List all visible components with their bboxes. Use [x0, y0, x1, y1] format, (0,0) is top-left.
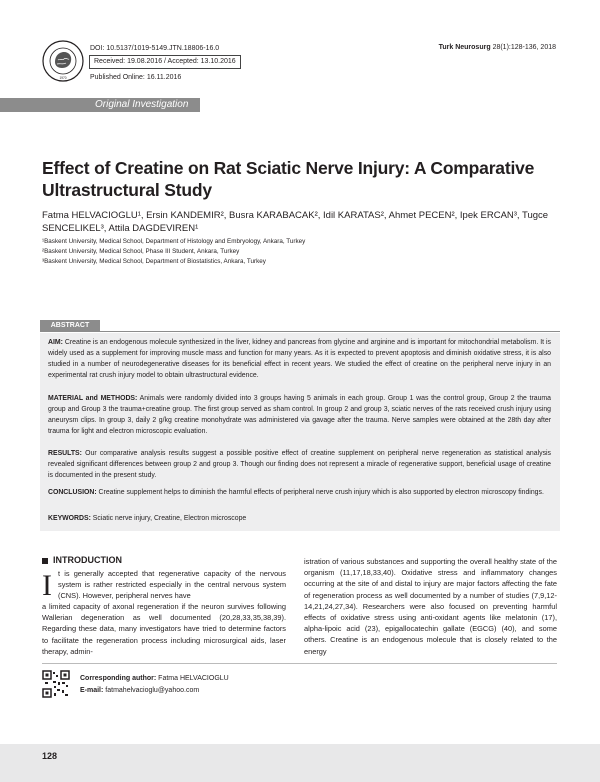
abstract-tab: ABSTRACT — [40, 320, 100, 331]
abstract-keywords — [48, 513, 551, 524]
section-marker — [42, 558, 48, 564]
introduction-heading — [42, 555, 122, 565]
affiliation-2: ²Baskent University, Medical School, Phase III Student, Ankara, Turkey — [42, 248, 240, 255]
received-accepted-dates: Received: 19.08.2016 / Accepted: 13.10.2016 — [89, 55, 241, 69]
dropcap: I — [42, 569, 52, 602]
introduction-heading-text: INTRODUCTION — [53, 555, 122, 565]
page-number: 128 — [42, 751, 58, 761]
affiliation-3: ³Baskent University, Medical School, Department of Biostatistics, Ankara, Turkey — [42, 258, 266, 265]
abstract-methods — [48, 393, 551, 437]
abstract-conclusion — [48, 487, 551, 498]
society-logo — [42, 40, 84, 82]
journal-ref: 28(1):128-136, 2018 — [492, 44, 556, 51]
methods-label: MATERIAL and METHODS: — [48, 395, 138, 402]
keywords-label: KEYWORDS: — [48, 515, 91, 522]
author-name: Fatma HELVACIOGLU — [158, 675, 229, 682]
abstract-header — [40, 320, 560, 330]
affiliation-1: ¹Baskent University, Medical School, Department of Histology and Embryology, Ankara, Turkey — [42, 238, 306, 245]
journal-name: Turk Neurosurg — [438, 44, 491, 51]
journal-reference — [439, 44, 556, 51]
abstract-results — [48, 448, 551, 481]
author-list: Fatma HELVACIOGLU¹, Ersin KANDEMIR², Busra KARABACAK², Idil KARATAS², Ahmet PECEN², Ipek ERCAN³, Tugce SENCELIKEL³, Attila DAGDEVIREN¹ — [42, 210, 549, 234]
intro-first-lines: t is generally accepted that regenerative capacity of the nervous system is rather restricted especially in the central nervous system (CNS). However, peripheral nerves have — [58, 569, 286, 601]
abstract-rule — [40, 331, 560, 332]
conclusion-label: CONCLUSION: — [48, 489, 97, 496]
qr-code-icon — [42, 670, 70, 698]
corresponding-email — [80, 685, 229, 697]
aim-text: Creatine is an endogenous molecule synthesized in the liver, kidney and pancreas from glycine and arginine and is important for mitochondrial metabolism. It is widely used as a supplement for improving muscle mass and function for many years. As it is expected to prevent apoptosis and diminish oxidative stress, it is also studied in a number of neurodegenerative diseases for its beneficial effect in recent years. We studied the effect of creatine on the peripheral nerve injury in an experimental rat crush injury model to obtain ultrastructural evidence. — [48, 339, 551, 379]
corresponding-author — [80, 673, 229, 685]
aim-label: AIM: — [48, 339, 63, 346]
conclusion-text: Creatine supplement helps to diminish the harmful effects of peripheral nerve crush injury which is also supported by electron microscopy findings. — [98, 489, 544, 496]
published-online: Published Online: 16.11.2016 — [90, 74, 182, 81]
abstract-aim — [48, 337, 551, 381]
article-title: Effect of Creatine on Rat Sciatic Nerve Injury: A Comparative Ultrastructural Study — [42, 158, 535, 200]
email-address[interactable]: fatmahelvacioglu@yahoo.com — [105, 687, 200, 694]
svg-text:1970: 1970 — [59, 76, 67, 80]
methods-text: Animals were randomly divided into 3 groups having 5 animals in each group. Group 1 was the control group, Group 2 the trauma group and Group 3 the trauma+creatine group. The first group served as sham control. In group 2 and group 3, sciatic nerves of the rats received crush injury using aneurysm clips. In group 3, daily 2 g/kg creatine monohydrate was administered via gavage after the trauma. Nerve samples were obtained at the 28th day after trauma for light and electron microscopic evaluation. — [48, 395, 551, 435]
results-label: RESULTS: — [48, 450, 82, 457]
footer-band — [0, 744, 600, 782]
intro-column-2: istration of various substances and supporting the overall healthy state of the organism (11,17,18,33,40). Oxidative stress and inflammatory changes occurring at the site of and distal to injury are major factors affecting the fate of regeneration process as well documented by a number of studies (7,9,12-14,21,24,27,34). Researchers were also focused on preventing harmful effects of oxidative stress using anti-oxidant agents like melatonin (17), alpha-lipoic acid (23), epigallocatechin gallate (EGCG) (40), and some others. Creatine is an endogenous molecule that is closely related to the energy — [304, 557, 557, 656]
correspondence-rule — [42, 663, 557, 664]
intro-column-1: a limited capacity of axonal regeneration if the neuron survives following Wallerian degeneration as well documented (20,28,33,35,38,39). Regarding these data, many investigators have tried to determine factors to facilitate the regeneration process including microsurgical aids, laser therapy, admin- — [42, 602, 286, 656]
keywords-text: Sciatic nerve injury, Creatine, Electron microscope — [92, 515, 247, 522]
doi: DOI: 10.5137/1019-5149.JTN.18806-16.0 — [90, 45, 220, 52]
author-label: Corresponding author: — [80, 675, 157, 682]
correspondence — [80, 673, 229, 697]
email-label: E-mail: — [80, 687, 104, 694]
article-type: Original Investigation — [95, 99, 189, 110]
results-text: Our comparative analysis results suggest a possible positive effect of creatine supplement on peripheral nerve regeneration as statistical analysis revealed significant differences between group 2 and group 3. Though our finding does not represent a miracle of regenerative support, beneficial usage of creatine is documented in the present study. — [48, 450, 551, 479]
